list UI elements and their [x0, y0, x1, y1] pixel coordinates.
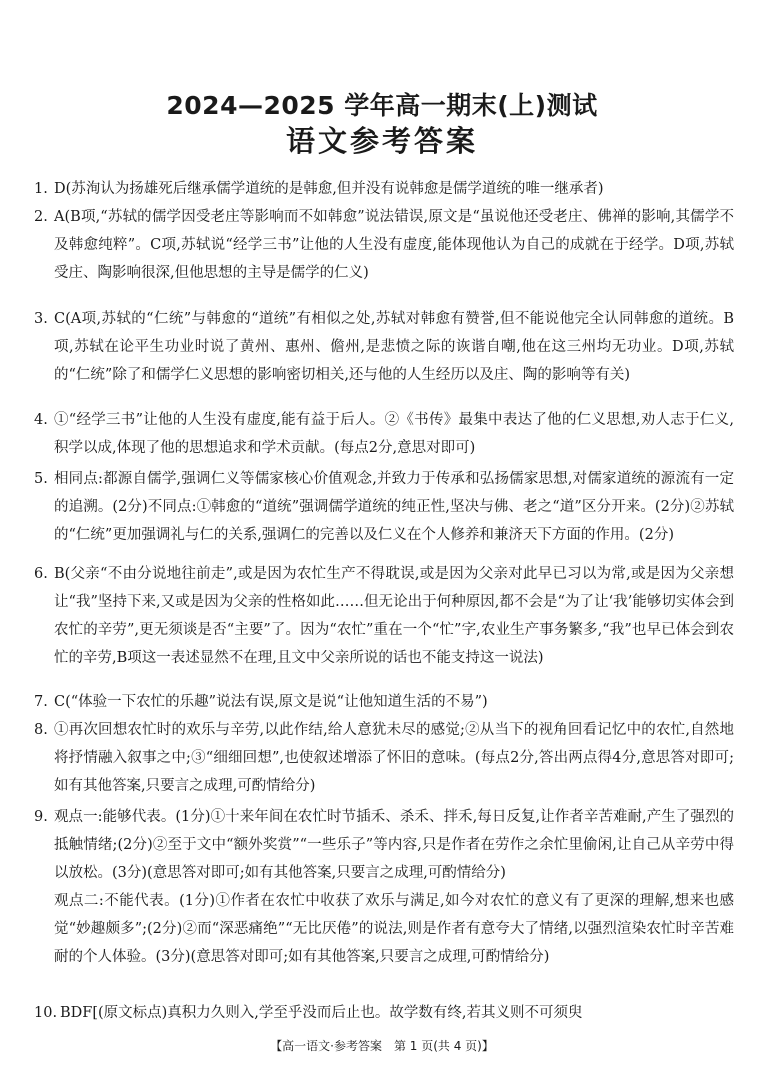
- answer-number: 5.: [34, 471, 48, 487]
- answer-text: C(A项,苏轼的“仁统”与韩愈的“道统”有相似之处,苏轼对韩愈有赞誉,但不能说他完全认同韩愈的道统。B项,苏轼在论平生功业时说了黄州、惠州、儋州,是悲愤之际的诙谐自嘲,他在这三州均无功业。D项,苏轼的“仁统”除了和儒学仁义思想的影响密切相关,还与他的人生经历以及庄、陶的影响等有关): [54, 311, 734, 383]
- answer-item-3: [34, 305, 734, 389]
- answer-text: BDF[(原文标点)真积力久则入,学至乎没而后止也。故学数有终,若其义则不可须臾: [60, 1005, 583, 1021]
- answer-item-6: [34, 560, 734, 672]
- answer-text-viewpoint-2: 观点二:不能代表。(1分)①作者在农忙中收获了欢乐与满足,如今对农忙的意义有了更深的理解,想来也感觉“妙趣颇多”;(2分)②而“深恶痛绝”“无比厌倦”的说法,则是作者有意夸大了情绪,以强烈渲染农忙时辛苦难耐的个人体验。(3分)(意思答对即可;如有其他答案,只要言之成理,可酌情给分): [54, 893, 734, 965]
- answer-text: 观点一:能够代表。(1分)①十来年间在农忙时节插禾、杀禾、拌禾,每日反复,让作者辛苦难耐,产生了强烈的抵触情绪;(2分)②至于文中“额外奖赏”“一些乐子”等内容,只是作者在劳作之余忙里偷闲,让自己从辛劳中得以放松。(3分)(意思答对即可;如有其他答案,只要言之成理,可酌情给分): [54, 809, 734, 881]
- answer-number: 9.: [34, 809, 48, 825]
- answer-item-2: [34, 203, 734, 287]
- answer-number: 6.: [34, 566, 48, 582]
- answer-text: 相同点:都源自儒学,强调仁义等儒家核心价值观念,并致力于传承和弘扬儒家思想,对儒家道统的源流有一定的追溯。(2分)不同点:①韩愈的“道统”强调儒学道统的纯正性,坚决与佛、老之“道”区分开来。(2分)②苏轼的“仁统”更加强调礼与仁的关系,强调仁的完善以及仁义在个人修养和兼济天下方面的作用。(2分): [54, 471, 734, 543]
- answer-item-4: [34, 406, 734, 462]
- answer-item-9: [34, 803, 734, 971]
- page-subtitle: 语文参考答案: [285, 124, 478, 158]
- page-title: 2024—2025 学年高一期末(上)测试: [166, 91, 598, 120]
- answer-text: D(苏洵认为扬雄死后继承儒学道统的是韩愈,但并没有说韩愈是儒学道统的唯一继承者): [54, 181, 604, 197]
- answer-item-7: [34, 688, 734, 716]
- answer-number: 10.: [34, 1005, 58, 1021]
- answer-text: A(B项,“苏轼的儒学因受老庄等影响而不如韩愈”说法错误,原文是“虽说他还受老庄、佛禅的影响,其儒学不及韩愈纯粹”。C项,苏轼说“经学三书”让他的人生没有虚度,能体现他认为自己的成就在于经学。D项,苏轼受庄、陶影响很深,但他思想的主导是儒学的仁义): [54, 209, 734, 281]
- page-footer: 【高一语文·参考答案 第 1 页(共 4 页)】: [270, 1039, 494, 1053]
- answer-text: ①再次回想农忙时的欢乐与辛劳,以此作结,给人意犹未尽的感觉;②从当下的视角回看记忆中的农忙,自然地将抒情融入叙事之中;③“细细回想”,也使叙述增添了怀旧的意味。(每点2分,答出两点得4分,意思答对即可;如有其他答案,只要言之成理,可酌情给分): [54, 722, 734, 794]
- answer-number: 3.: [34, 311, 48, 327]
- answer-number: 8.: [34, 722, 48, 738]
- answer-text: C(“体验一下农忙的乐趣”说法有误,原文是说“让他知道生活的不易”): [54, 694, 488, 710]
- answer-number: 4.: [34, 412, 48, 428]
- answer-text: ①“经学三书”让他的人生没有虚度,能有益于后人。②《书传》最集中表达了他的仁义思想,劝人志于仁义,积学以成,体现了他的思想追求和学术贡献。(每点2分,意思对即可): [54, 412, 734, 456]
- answer-text: B(父亲“不由分说地往前走”,或是因为农忙生产不得耽误,或是因为父亲对此早已习以为常,或是因为父亲想让“我”坚持下来,又或是因为父亲的性格如此……但无论出于何种原因,都不会是“为了让‘我’能够切实体会到农忙的辛劳”,更无须谈是否“主要”了。因为“农忙”重在一个“忙”字,农业生产事务繁多,“我”也早已体会到农忙的辛劳,B项这一表述显然不在理,且文中父亲所说的话也不能支持这一说法): [54, 566, 734, 666]
- answer-item-1: [34, 175, 734, 203]
- answer-item-8: [34, 716, 734, 800]
- answer-item-10: [34, 999, 734, 1027]
- answer-number: 1.: [34, 181, 48, 197]
- answer-item-5: [34, 465, 734, 549]
- answer-number: 7.: [34, 694, 48, 710]
- answer-number: 2.: [34, 209, 48, 225]
